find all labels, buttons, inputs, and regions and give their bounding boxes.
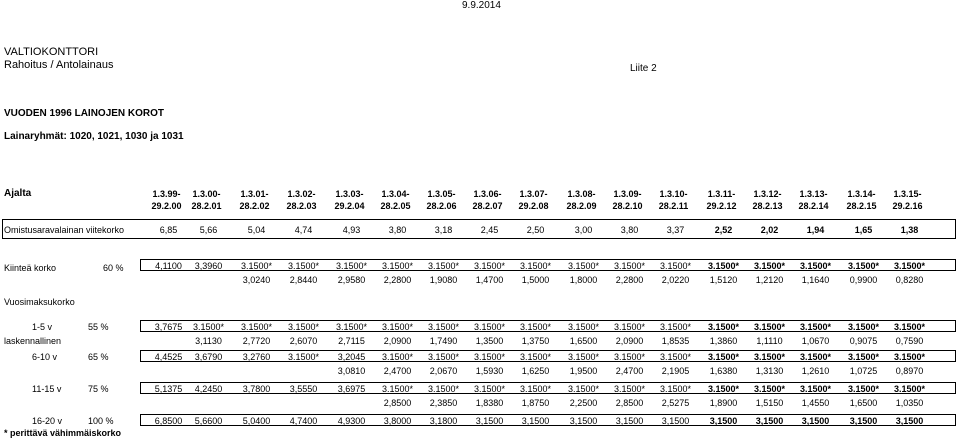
maturity-value: 3.1500*	[381, 322, 414, 332]
attachment-label: Liite 2	[630, 63, 657, 74]
maturity-value: 3.1500*	[519, 384, 552, 394]
maturity-value: 3,6790	[194, 352, 223, 362]
maturity-pct: 65 %	[88, 352, 109, 362]
maturity-label: 6-10 v	[32, 352, 58, 362]
maturity-calc: 2,1905	[661, 366, 690, 376]
fixed-rate-value: 3.1500*	[799, 261, 832, 271]
maturity-value: 3.1500*	[287, 352, 320, 362]
maturity-calc: 2,8500	[383, 398, 412, 408]
maturity-value: 3.1500*	[473, 322, 506, 332]
fixed-rate-value: 3.1500*	[427, 261, 460, 271]
maturity-pct: 100 %	[88, 416, 114, 426]
period-header: 28.2.13	[752, 201, 783, 211]
maturity-calc: 0,7590	[895, 336, 924, 346]
maturity-calc: 1,6500	[849, 398, 878, 408]
ref-rate-value: 3,80	[388, 225, 407, 235]
maturity-value: 3.1500*	[707, 384, 740, 394]
maturity-value: 3.1500*	[659, 322, 692, 332]
maturity-calc: 1,7490	[429, 336, 458, 346]
maturity-value: 6,8500	[154, 416, 183, 426]
fixed-rate-value: 3.1500*	[613, 261, 646, 271]
maturity-value: 3.1500*	[753, 322, 786, 332]
fixed-rate-calc: 2,2800	[383, 275, 412, 285]
maturity-value: 3.1500*	[847, 352, 880, 362]
maturity-value: 3.1500*	[659, 352, 692, 362]
fixed-rate-value: 3.1500*	[659, 261, 692, 271]
period-header: 1.3.12-	[753, 189, 782, 199]
maturity-value: 3.1500*	[519, 322, 552, 332]
ref-rate-value: 3,00	[574, 225, 593, 235]
maturity-calc: 1,9500	[569, 366, 598, 376]
maturity-value: 3.1500*	[707, 322, 740, 332]
maturity-value: 3.1500*	[381, 384, 414, 394]
maturity-calc: 1,0350	[895, 398, 924, 408]
period-header: 1.3.03-	[335, 189, 364, 199]
maturity-value: 3.1500*	[287, 322, 320, 332]
ref-rate-value: 3,80	[620, 225, 639, 235]
period-header: 1.3.07-	[519, 189, 548, 199]
maturity-value: 4,7400	[289, 416, 318, 426]
maturity-calc: 0,8970	[895, 366, 924, 376]
maturity-value: 3.1500*	[427, 322, 460, 332]
period-header: 1.3.14-	[847, 189, 876, 199]
maturity-value: 3,1500	[849, 416, 878, 426]
maturity-value: 3.1500*	[473, 352, 506, 362]
period-header: 29.2.04	[334, 201, 365, 211]
maturity-value: 3.1500*	[893, 384, 926, 394]
maturity-value: 3.1500*	[427, 352, 460, 362]
maturity-value: 3,1500	[521, 416, 550, 426]
maturity-value: 3,1800	[429, 416, 458, 426]
maturity-value: 3.1500*	[613, 384, 646, 394]
maturity-value: 4,4525	[154, 352, 183, 362]
maturity-value: 3,1500	[615, 416, 644, 426]
ref-rate-value: 6,85	[159, 225, 178, 235]
maturity-value: 3,1500	[755, 416, 784, 426]
maturity-calc: 2,0900	[615, 336, 644, 346]
ref-rate-value: 3,18	[434, 225, 453, 235]
maturity-value: 3,2045	[337, 352, 366, 362]
maturity-calc: 2,8500	[615, 398, 644, 408]
ref-rate-value: 1,38	[900, 225, 919, 235]
period-header: 1.3.10-	[659, 189, 688, 199]
ref-rate-value: 2,50	[526, 225, 545, 235]
ref-rate-value: 2,52	[714, 225, 733, 235]
maturity-value: 4,9300	[337, 416, 366, 426]
period-header: 29.2.00	[151, 201, 182, 211]
period-header: 29.2.08	[518, 201, 549, 211]
maturity-value: 3,1500	[709, 416, 738, 426]
fixed-rate-value: 3.1500*	[893, 261, 926, 271]
maturity-value: 3.1500*	[567, 384, 600, 394]
maturity-calc: 3,0810	[337, 366, 366, 376]
maturity-value: 3,1500	[895, 416, 924, 426]
ref-rate-label: Omistusaravalainan viitekorko	[4, 225, 125, 235]
maturity-value: 3.1500*	[893, 322, 926, 332]
maturity-calc: 1,2610	[801, 366, 830, 376]
period-header: 28.2.09	[566, 201, 597, 211]
maturity-value: 3.1500*	[192, 322, 225, 332]
maturity-value: 3,7800	[242, 384, 271, 394]
fixed-rate-value: 3.1500*	[567, 261, 600, 271]
maturity-calc: 1,0670	[801, 336, 830, 346]
maturity-calc: 2,4700	[615, 366, 644, 376]
fixed-rate-pct: 60 %	[103, 263, 124, 273]
fixed-rate-value: 4,1100	[155, 261, 182, 271]
fixed-rate-calc: 0,9900	[849, 275, 878, 285]
maturity-value: 3.1500*	[381, 352, 414, 362]
maturity-value: 5,0400	[242, 416, 271, 426]
fixed-rate-calc: 0,8280	[895, 275, 924, 285]
fixed-rate-calc: 1,5000	[521, 275, 550, 285]
period-header: 1.3.04-	[381, 189, 410, 199]
period-header: 28.2.15	[846, 201, 877, 211]
maturity-value: 3,7675	[154, 322, 183, 332]
maturity-calc: 1,8380	[475, 398, 504, 408]
ref-rate-value: 3,37	[666, 225, 685, 235]
fixed-rate-calc: 1,5120	[709, 275, 738, 285]
period-header: 29.2.12	[706, 201, 737, 211]
maturity-value: 3.1500*	[893, 352, 926, 362]
maturity-value: 3.1500*	[335, 322, 368, 332]
maturity-calc: 1,5930	[475, 366, 504, 376]
fixed-rate-value: 3.1500*	[519, 261, 552, 271]
maturity-value: 3.1500*	[753, 384, 786, 394]
period-header: 1.3.06-	[473, 189, 502, 199]
fixed-rate-calc: 2,9580	[337, 275, 366, 285]
period-header: 1.3.01-	[240, 189, 269, 199]
maturity-value: 3.1500*	[613, 352, 646, 362]
period-header: 28.2.10	[612, 201, 643, 211]
period-label: Ajalta	[4, 188, 32, 199]
fixed-rate-calc: 3,0240	[242, 275, 271, 285]
ref-rate-value: 5,66	[199, 225, 218, 235]
maturity-value: 3,1500	[661, 416, 690, 426]
maturity-calc: 2,7720	[242, 336, 271, 346]
maturity-value: 3.1500*	[707, 352, 740, 362]
fixed-rate-calc: 2,0220	[661, 275, 690, 285]
maturity-value: 3.1500*	[567, 322, 600, 332]
maturity-value: 3.1500*	[240, 322, 273, 332]
fixed-rate-value: 3.1500*	[847, 261, 880, 271]
maturity-calc: 2,6070	[289, 336, 318, 346]
ref-rate-value: 1,65	[854, 225, 873, 235]
maturity-value: 3,1500	[801, 416, 830, 426]
maturity-calc: 2,5275	[661, 398, 690, 408]
maturity-calc: 1,6250	[521, 366, 550, 376]
fixed-rate-value: 3.1500*	[753, 261, 786, 271]
maturity-value: 3,1500	[569, 416, 598, 426]
maturity-calc: 2,2500	[569, 398, 598, 408]
maturity-pct: 55 %	[88, 322, 109, 332]
maturity-calc: 1,1110	[756, 336, 783, 346]
period-header: 28.2.01	[191, 201, 222, 211]
fixed-rate-calc: 1,8000	[569, 275, 598, 285]
fixed-rate-value: 3.1500*	[707, 261, 740, 271]
maturity-calc: 1,5150	[755, 398, 784, 408]
fixed-rate-value: 3.1500*	[381, 261, 414, 271]
period-header: 1.3.09-	[613, 189, 642, 199]
maturity-calc: 1,6500	[569, 336, 598, 346]
maturity-value: 5,1375	[154, 384, 183, 394]
maturity-value: 3.1500*	[567, 352, 600, 362]
maturity-value: 3,6975	[337, 384, 366, 394]
footnote: * perittävä vähimmäiskorko	[4, 428, 122, 438]
fixed-rate-calc: 1,9080	[429, 275, 458, 285]
maturity-calc: 1,3500	[475, 336, 504, 346]
maturity-calc: 1,3860	[709, 336, 738, 346]
period-header: 28.2.14	[798, 201, 829, 211]
period-header: 28.2.11	[658, 201, 689, 211]
maturity-value: 3.1500*	[847, 322, 880, 332]
maturity-calc: 2,0900	[383, 336, 412, 346]
fixed-rate-calc: 2,8440	[289, 275, 318, 285]
maturity-calc: 2,7115	[338, 336, 365, 346]
period-header: 1.3.08-	[567, 189, 596, 199]
period-header: 1.3.99-	[152, 189, 181, 199]
loan-groups: Lainaryhmät: 1020, 1021, 1030 ja 1031	[4, 131, 184, 142]
maturity-calc: 1,4550	[801, 398, 830, 408]
maturity-section-label: Vuosimaksukorko	[4, 297, 75, 307]
maturity-value: 3,2760	[242, 352, 271, 362]
maturity-calc: 2,0670	[429, 366, 458, 376]
maturity-label: 11-15 v	[32, 384, 62, 394]
period-header: 28.2.03	[286, 201, 317, 211]
calc-label: laskennallinen	[4, 336, 62, 346]
period-header: 1.3.05-	[427, 189, 456, 199]
ref-rate-value: 2,45	[480, 225, 499, 235]
fixed-rate-label: Kiinteä korko	[4, 263, 57, 273]
period-header: 1.3.00-	[192, 189, 221, 199]
period-header: 1.3.13-	[799, 189, 828, 199]
maturity-value: 3.1500*	[799, 322, 832, 332]
maturity-calc: 3,1130	[195, 336, 222, 346]
maturity-value: 3.1500*	[519, 352, 552, 362]
maturity-pct: 75 %	[88, 384, 109, 394]
maturity-value: 3,5550	[289, 384, 318, 394]
period-header: 28.2.05	[380, 201, 411, 211]
fixed-rate-calc: 1,4700	[475, 275, 504, 285]
maturity-value: 3.1500*	[427, 384, 460, 394]
maturity-calc: 0,9075	[849, 336, 878, 346]
ref-rate-value: 4,74	[294, 225, 313, 235]
maturity-value: 3.1500*	[473, 384, 506, 394]
period-header: 28.2.02	[239, 201, 270, 211]
page-date: 9.9.2014	[462, 0, 501, 11]
maturity-value: 3,8000	[383, 416, 412, 426]
maturity-calc: 1,0725	[849, 366, 878, 376]
maturity-calc: 2,3850	[429, 398, 458, 408]
maturity-value: 3.1500*	[799, 384, 832, 394]
fixed-rate-value: 3.1500*	[473, 261, 506, 271]
maturity-label: 1-5 v	[32, 322, 53, 332]
maturity-value: 3.1500*	[847, 384, 880, 394]
fixed-rate-value: 3.1500*	[335, 261, 368, 271]
period-header: 1.3.11-	[707, 189, 736, 199]
fixed-rate-value: 3,3960	[194, 261, 223, 271]
period-header: 1.3.02-	[287, 189, 316, 199]
page-title: VUODEN 1996 LAINOJEN KOROT	[4, 108, 165, 119]
maturity-calc: 1,8535	[661, 336, 690, 346]
fixed-rate-value: 3.1500*	[240, 261, 273, 271]
period-header: 28.2.07	[472, 201, 503, 211]
maturity-value: 3.1500*	[659, 384, 692, 394]
maturity-value: 3.1500*	[753, 352, 786, 362]
fixed-rate-calc: 1,2120	[755, 275, 784, 285]
org-name: VALTIOKONTTORI	[4, 46, 99, 58]
maturity-calc: 1,8750	[521, 398, 550, 408]
dept-name: Rahoitus / Antolainaus	[4, 59, 114, 71]
maturity-calc: 1,3750	[521, 336, 550, 346]
period-header: 29.2.16	[892, 201, 923, 211]
ref-rate-value: 5,04	[247, 225, 266, 235]
fixed-rate-value: 3.1500*	[287, 261, 320, 271]
period-header: 1.3.15-	[893, 189, 922, 199]
maturity-value: 3.1500*	[799, 352, 832, 362]
ref-rate-value: 2,02	[760, 225, 779, 235]
maturity-value: 4,2450	[194, 384, 223, 394]
ref-rate-value: 1,94	[806, 225, 825, 235]
maturity-calc: 2,4700	[383, 366, 412, 376]
maturity-calc: 1,8900	[709, 398, 738, 408]
ref-rate-value: 4,93	[342, 225, 361, 235]
maturity-label: 16-20 v	[32, 416, 63, 426]
maturity-value: 3,1500	[475, 416, 504, 426]
maturity-value: 5,6600	[194, 416, 223, 426]
period-header: 28.2.06	[426, 201, 457, 211]
fixed-rate-calc: 2,2800	[615, 275, 644, 285]
fixed-rate-calc: 1,1640	[801, 275, 830, 285]
maturity-calc: 1,6380	[709, 366, 738, 376]
maturity-calc: 1,3130	[755, 366, 784, 376]
maturity-value: 3.1500*	[613, 322, 646, 332]
